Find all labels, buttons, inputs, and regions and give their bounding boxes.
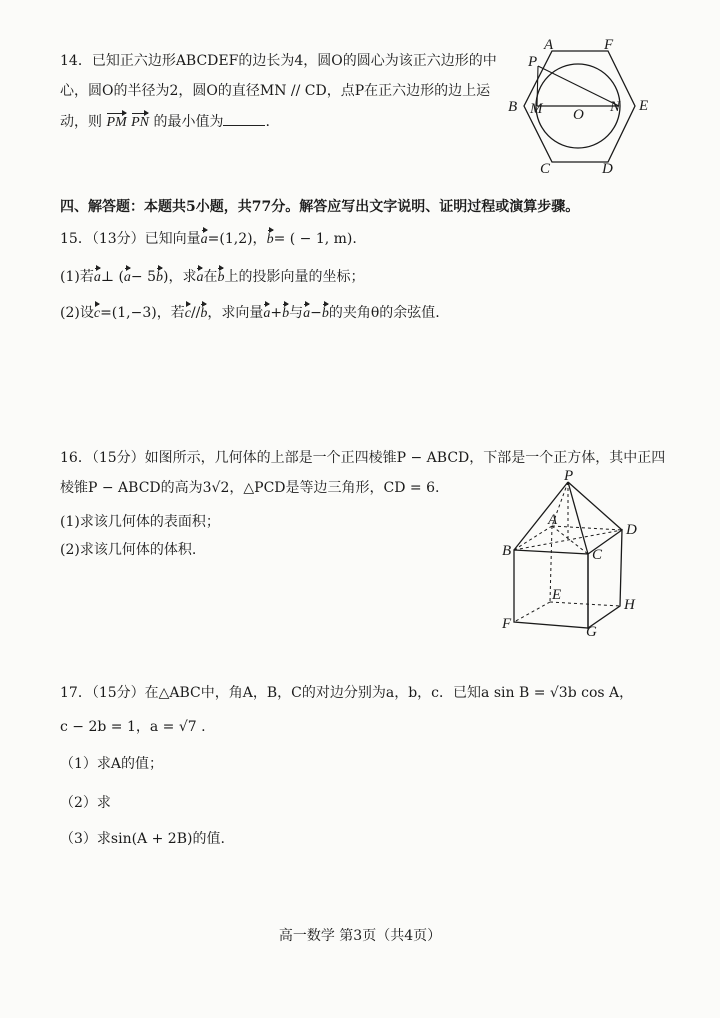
- q14-line3-post: 的最小值为: [153, 114, 224, 130]
- vector-pm: PM: [106, 115, 127, 130]
- q15-part1: [60, 268, 364, 287]
- vector-b: b: [282, 306, 290, 321]
- label-d: D: [602, 161, 613, 177]
- q14-line3: [60, 112, 270, 132]
- q14-line1: 14．已知正六边形ABCDEF的边长为4，圆O的圆心为该正六边形的中: [60, 53, 497, 69]
- q17-line2: c − 2b = 1，a = √7 .: [60, 719, 206, 735]
- vector-b: b: [156, 270, 164, 285]
- label-c: C: [540, 161, 551, 177]
- vector-c: c: [93, 306, 101, 321]
- label-g: G: [586, 624, 597, 640]
- vector-b: b: [266, 232, 274, 247]
- q15-p1-on: 在: [203, 269, 218, 285]
- label-h: H: [624, 597, 635, 613]
- q15-p1-mid: )，求: [163, 269, 197, 285]
- q17-part3: （3）求sin(A + 2B)的值.: [60, 831, 225, 847]
- q17-line1: 17．（15分）在△ABC中，角A，B，C的对边分别为a，b，c．已知a sin B = √3b cos A，: [60, 685, 634, 701]
- q14-line3-pre: 动，则: [60, 114, 102, 130]
- vector-b: b: [200, 306, 208, 321]
- q16-line1: 16．（15分）如图所示，几何体的上部是一个正四棱锥P − ABCD，下部是一个正方体，其中正四: [60, 450, 666, 466]
- q15-intro-pre: 15．（13分）已知向量: [60, 231, 201, 247]
- label-f: F: [502, 616, 512, 632]
- edge-ad: [552, 526, 622, 530]
- q15-intro: [60, 230, 357, 249]
- label-a: A: [544, 37, 554, 53]
- q17-part2: （2）求: [60, 795, 111, 811]
- label-a: A: [548, 512, 558, 528]
- q15-p1-perp: ⊥ (: [100, 269, 124, 285]
- label-b: B: [508, 99, 518, 115]
- hexagon-circle-figure: [500, 36, 650, 176]
- q15-p2-mid: ，求向量: [207, 305, 264, 321]
- cube-right-face: [588, 530, 622, 628]
- q15-p2-end: 的夹角θ的余弦值.: [328, 305, 440, 321]
- q16-part1: (1)求该几何体的表面积；: [60, 514, 220, 530]
- q15-eq-b: = ( − 1, m).: [273, 231, 357, 247]
- q15-p2-eqc: =(1,−3)，若: [100, 305, 185, 321]
- label-e: E: [552, 587, 562, 603]
- q14-line2: 心，圆O的半径为2，圆O的直径MN // CD，点P在正六边形的边上运: [60, 83, 491, 99]
- edge-ef: [514, 602, 550, 622]
- label-p: P: [564, 468, 574, 484]
- vector-a: a: [200, 232, 208, 247]
- label-e: E: [639, 98, 649, 114]
- q16-line2: 棱锥P − ABCD的高为3√2，△PCD是等边三角形，CD = 6.: [60, 480, 440, 496]
- vector-b: b: [217, 270, 225, 285]
- label-f: F: [604, 37, 614, 53]
- q14-line3-end: .: [265, 114, 270, 130]
- vector-a: a: [303, 306, 311, 321]
- label-b: B: [502, 543, 512, 559]
- q15-p2-and: 与: [289, 305, 304, 321]
- label-m: M: [530, 101, 543, 117]
- vector-b: b: [321, 306, 329, 321]
- edge-pb: [514, 482, 568, 550]
- vector-c: c: [184, 306, 191, 321]
- q15-part2: [60, 304, 440, 323]
- vector-pn: PN: [131, 115, 150, 130]
- label-p: P: [528, 54, 538, 70]
- label-c: C: [592, 547, 603, 563]
- label-d: D: [626, 522, 637, 538]
- cube-front-face: [514, 550, 588, 628]
- label-o: O: [573, 107, 584, 123]
- segment-pm: [537, 66, 538, 106]
- edge-pd: [568, 482, 622, 530]
- q15-eq-a: =(1,2)，: [207, 231, 267, 247]
- segment-pn: [538, 66, 619, 106]
- section-heading: 四、解答题：本题共5小题，共77分。解答应写出文字说明、证明过程或演算步骤。: [60, 199, 580, 215]
- q15-p1-end: 上的投影向量的坐标；: [224, 269, 365, 285]
- q15-p1-minus: − 5: [130, 269, 157, 285]
- vector-a: a: [263, 306, 271, 321]
- q15-p2-plus: +: [270, 305, 283, 321]
- q15-p2-minus: −: [310, 305, 322, 321]
- vector-a: a: [123, 270, 131, 285]
- label-n: N: [610, 99, 621, 115]
- q15-p2-pre: (2)设: [60, 305, 94, 321]
- page-footer: 高一数学 第3页（共4页）: [278, 928, 442, 944]
- pyramid-cube-figure: [500, 468, 650, 638]
- q17-part1: （1）求A的值；: [60, 756, 164, 772]
- edge-pc: [568, 482, 588, 554]
- vector-a: a: [93, 270, 101, 285]
- q15-p2-par: //: [190, 305, 201, 321]
- answer-blank: [223, 112, 265, 126]
- vector-a: a: [196, 270, 204, 285]
- q16-part2: (2)求该几何体的体积.: [60, 542, 197, 558]
- q15-p1-pre: (1)若: [60, 269, 94, 285]
